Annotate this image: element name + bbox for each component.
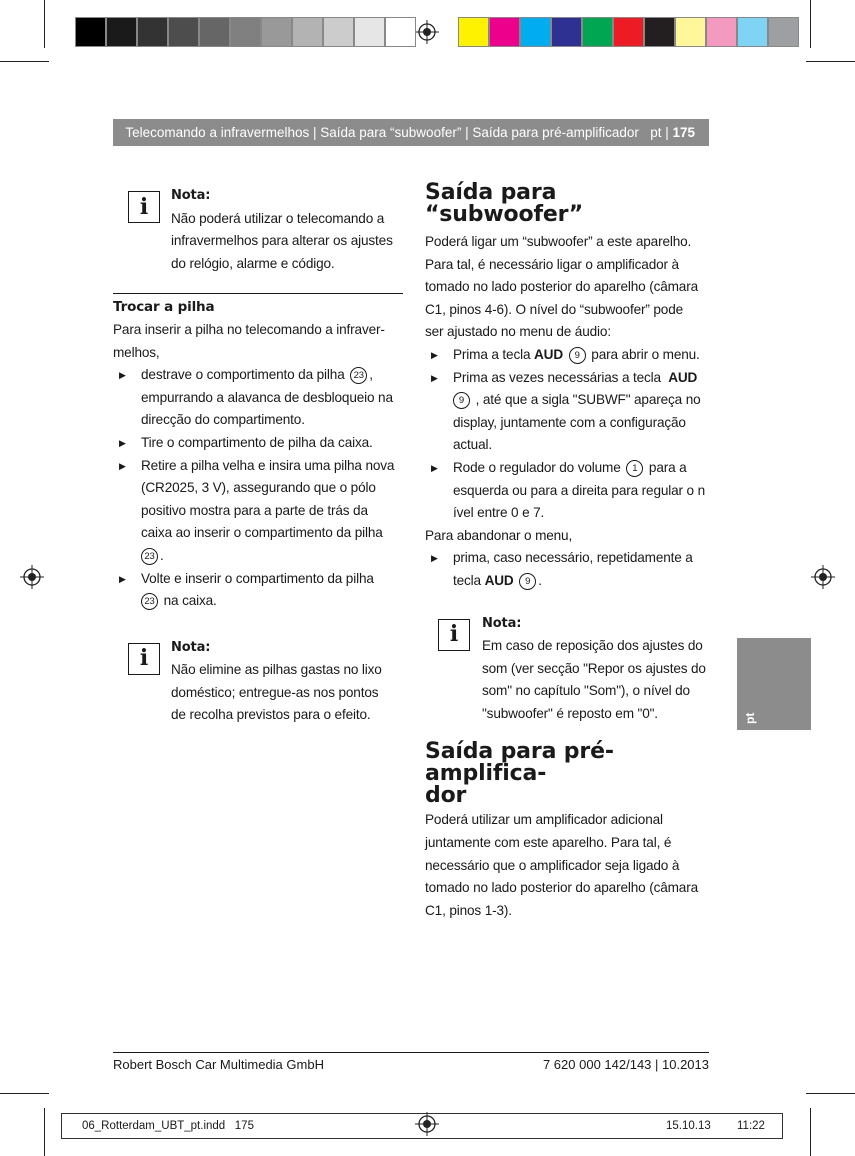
crop-mark <box>806 61 855 62</box>
registration-mark-icon <box>415 20 439 44</box>
process-color-bar <box>458 17 799 47</box>
note-clock <box>128 185 403 275</box>
color-swatch <box>323 17 354 47</box>
color-swatch <box>582 17 613 47</box>
step-text: , <box>369 367 373 383</box>
footer-publisher: Robert Bosch Car Multimedia GmbH <box>113 1057 324 1072</box>
color-swatch <box>644 17 675 47</box>
header-lang: pt <box>650 125 662 140</box>
color-swatch <box>385 17 416 47</box>
info-icon: i <box>128 191 160 223</box>
color-swatch <box>675 17 706 47</box>
note-line: Não elimine as pilhas gastas no lixo <box>171 662 382 678</box>
step-text: Rode o regulador do volume <box>453 459 625 475</box>
list-item <box>425 547 715 592</box>
list-item <box>425 457 715 525</box>
step-line: empurrando a alavanca de desbloqueio na <box>141 389 393 405</box>
registration-mark-icon <box>20 565 44 589</box>
print-slug <box>61 1113 783 1139</box>
paragraph-line: tomado no lado posterior do aparelho (câmara <box>425 880 698 896</box>
slug-date: 15.10.13 <box>666 1120 711 1132</box>
crop-mark <box>0 1093 49 1094</box>
color-swatch <box>489 17 520 47</box>
note-line: som (ver secção "Repor os ajustes do <box>482 660 706 676</box>
left-column <box>113 185 403 727</box>
list-item <box>425 367 715 457</box>
note-title: Nota: <box>171 188 211 203</box>
step-line: (CR2025, 3 V), assegurando que o pólo <box>141 480 376 496</box>
color-swatch <box>261 17 292 47</box>
step-line: ▶ Tire o compartimento de pilha da caixa. <box>141 434 373 450</box>
slug-time: 11:22 <box>737 1120 765 1132</box>
color-swatch <box>354 17 385 47</box>
paragraph-line: melhos, <box>113 344 160 360</box>
key-label: AUD <box>668 369 698 385</box>
paragraph-line: Para inserir a pilha no telecomando a infraver- <box>113 321 385 337</box>
ref-number-badge: 1 <box>626 460 643 477</box>
page-number: 175 <box>672 125 695 140</box>
crop-mark <box>806 1093 855 1094</box>
step-line: ível entre 0 e 7. <box>453 505 545 521</box>
color-swatch <box>168 17 199 47</box>
crop-mark <box>0 61 49 62</box>
crop-mark <box>44 0 45 48</box>
color-swatch <box>737 17 768 47</box>
paragraph-line: C1, pinos 1-3). <box>425 902 512 918</box>
list-item <box>425 344 715 367</box>
step-text: para abrir o menu. <box>587 346 700 362</box>
step-text: . <box>160 547 164 563</box>
list-item <box>113 432 403 455</box>
exit-steps <box>425 547 715 592</box>
step-line: para a <box>645 459 687 475</box>
step-line: ▶ Volte e inserir o compartimento da pilha <box>141 570 374 586</box>
step-line: caixa ao inserir o compartimento da pilha <box>141 525 383 541</box>
language-side-tab <box>737 638 811 730</box>
paragraph-line: Poderá ligar um “subwoofer” a este aparelho. <box>425 234 692 249</box>
section-heading-subwoofer: Saída para “subwoofer” <box>425 180 584 227</box>
header-breadcrumb: Telecomando a infravermelhos | Saída para “subwoofer” | Saída para pré-amplificador <box>125 125 639 140</box>
note-batteries <box>128 637 403 727</box>
battery-steps <box>113 364 403 613</box>
step-line: esquerda ou para a direita para regular o n <box>453 482 706 498</box>
step-text: Prima a tecla <box>453 346 535 362</box>
section-divider <box>113 293 403 294</box>
paragraph-line: Poderá utilizar um amplificador adicional <box>425 812 663 828</box>
color-swatch <box>292 17 323 47</box>
color-swatch <box>551 17 582 47</box>
section-heading-battery: Trocar a pilha <box>113 299 215 316</box>
list-item <box>113 568 403 613</box>
paragraph-line: Para tal, é necessário ligar o amplificador à <box>425 256 679 272</box>
paragraph-line: juntamente com este aparelho. Para tal, é <box>425 835 672 851</box>
step-text: . <box>538 572 542 588</box>
paragraph-line: necessário que o amplificador seja ligado à <box>425 857 680 873</box>
crop-mark <box>810 1108 811 1156</box>
ref-number-badge: 9 <box>519 573 536 590</box>
ref-number-badge: 23 <box>141 548 158 565</box>
paragraph-line: ser ajustado no menu de áudio: <box>425 324 611 340</box>
ref-number-badge: 9 <box>569 347 586 364</box>
crop-mark <box>44 1108 45 1156</box>
paragraph-line: C1, pinos 4-6). O nível do “subwoofer” pode <box>425 301 684 317</box>
step-line: direcção do compartimento. <box>141 412 305 428</box>
note-line: "subwoofer" é reposto em "0". <box>482 705 658 721</box>
paragraph-line: tomado no lado posterior do aparelho (câmara <box>425 279 698 295</box>
heading-line: Saída para pré-amplifica- <box>425 739 614 787</box>
paragraph-line: Para abandonar o menu, <box>425 527 573 543</box>
ref-number-badge: 23 <box>350 367 367 384</box>
info-icon: i <box>438 619 470 651</box>
subwoofer-steps <box>425 344 715 525</box>
color-swatch <box>75 17 106 47</box>
footer-doc-number: 7 620 000 142/143 | 10.2013 <box>542 1057 709 1072</box>
section-heading-preamp <box>425 741 715 807</box>
step-line: actual. <box>453 437 493 453</box>
grayscale-color-bar <box>75 17 416 47</box>
registration-mark-icon <box>811 565 835 589</box>
step-text: Prima as vezes necessárias a tecla <box>453 369 669 385</box>
key-label: AUD <box>534 346 564 362</box>
step-line: display, juntamente com a configuração <box>453 414 686 430</box>
color-swatch <box>106 17 137 47</box>
color-swatch <box>137 17 168 47</box>
note-reset <box>438 613 715 726</box>
list-item <box>113 364 403 432</box>
note-title: Nota: <box>171 639 211 655</box>
step-text: tecla <box>453 572 485 588</box>
step-line: positivo mostra para a parte de trás da <box>141 502 368 518</box>
color-swatch <box>613 17 644 47</box>
color-swatch <box>520 17 551 47</box>
ref-number-badge: 23 <box>141 593 158 610</box>
note-line: som" no capítulo "Som"), o nível do <box>482 683 690 699</box>
color-swatch <box>458 17 489 47</box>
heading-line: dor <box>425 783 467 809</box>
color-swatch <box>230 17 261 47</box>
step-line: ▶ Retire a pilha velha e insira uma pilha nova <box>141 457 395 473</box>
right-column <box>425 182 715 922</box>
note-line: infravermelhos para alterar os ajustes <box>171 233 393 249</box>
color-swatch <box>199 17 230 47</box>
list-item <box>113 455 403 568</box>
crop-mark <box>810 0 811 48</box>
ref-number-badge: 9 <box>453 392 470 409</box>
note-line: Não poderá utilizar o telecomando a <box>171 210 385 226</box>
step-line: ▶ prima, caso necessário, repetidamente a <box>453 550 693 566</box>
color-swatch <box>706 17 737 47</box>
note-line: doméstico; entregue-as nos pontos <box>171 684 379 700</box>
note-line: Em caso de reposição dos ajustes do <box>482 638 703 654</box>
step-line: destrave o comportimento da pilha <box>141 367 345 383</box>
note-title: Nota: <box>482 615 522 631</box>
note-line: de recolha previstos para o efeito. <box>171 707 371 723</box>
color-swatch <box>768 17 799 47</box>
step-text: na caixa. <box>160 593 217 609</box>
note-line: do relógio, alarme e código. <box>171 255 335 271</box>
step-line: , até que a sigla "SUBWF" apareça no <box>472 392 701 408</box>
slug-file: 06_Rotterdam_UBT_pt.indd 175 <box>82 1120 254 1132</box>
key-label: AUD <box>484 572 514 588</box>
running-header: Telecomando a infravermelhos | Saída para “subwoofer” | Saída para pré-amplificador pt | 175 <box>113 119 709 146</box>
info-icon: i <box>128 643 160 675</box>
side-tab-label: pt <box>743 712 757 724</box>
footer-divider <box>113 1052 709 1053</box>
